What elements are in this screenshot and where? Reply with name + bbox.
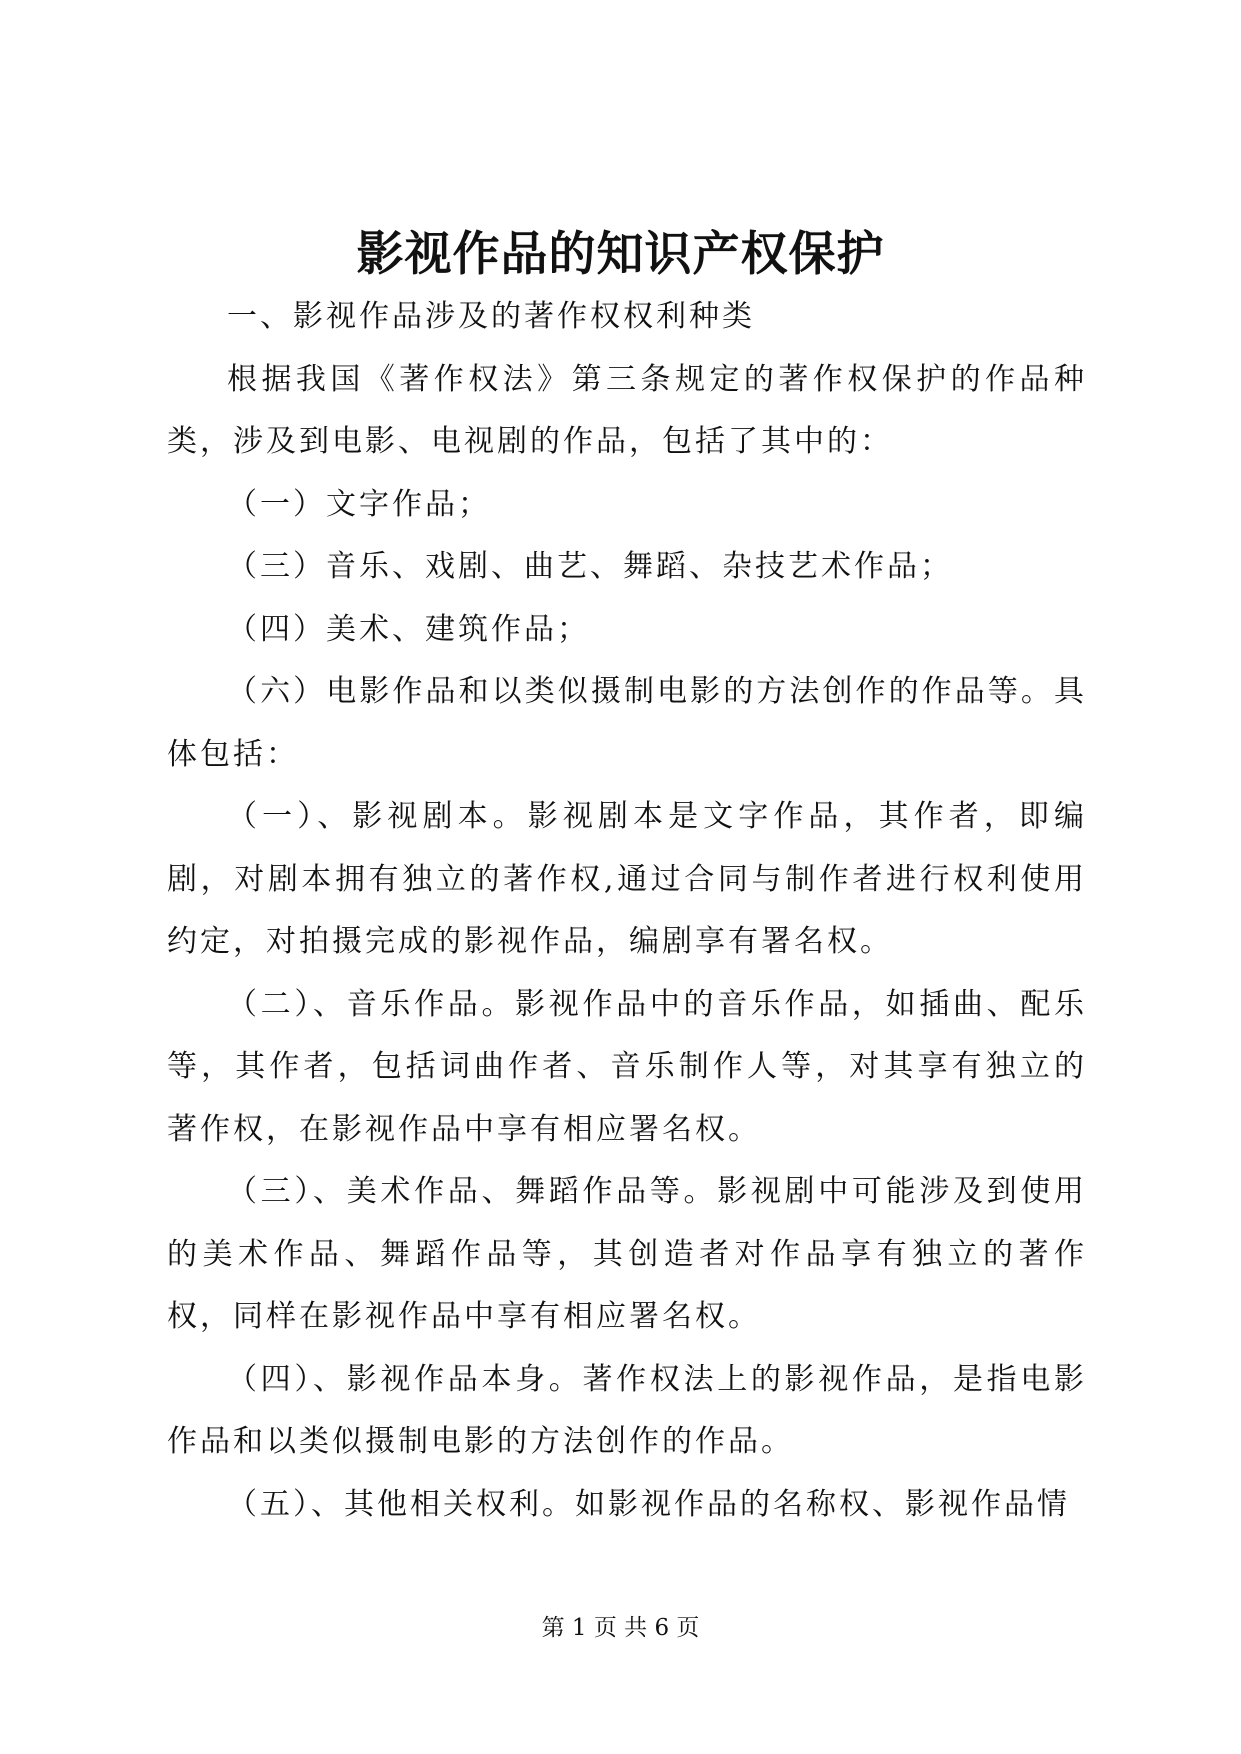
list-item: （四）美术、建筑作品； [227, 611, 590, 647]
paragraph: （二）、音乐作品。影视作品中的音乐作品，如插曲、配乐等，其作者，包括词曲作者、音乐制作人等，对其享有独立的著作权，在影视作品中享有相应署名权。 [167, 986, 1087, 1147]
page-footer: 第 1 页 共 6 页 [541, 1615, 700, 1641]
list-item: （一）文字作品； [227, 486, 491, 522]
paragraph: （五）、其他相关权利。如影视作品的名称权、影视作品情 [227, 1486, 1070, 1522]
document-body [167, 286, 1087, 1536]
paragraph: 根据我国《著作权法》第三条规定的著作权保护的作品种类，涉及到电影、电视剧的作品，包括了其中的： [167, 361, 1087, 459]
paragraph: （一）、影视剧本。影视剧本是文字作品，其作者，即编剧，对剧本拥有独立的著作权,通过合同与制作者进行权利使用约定，对拍摄完成的影视作品，编剧享有署名权。 [167, 799, 1087, 959]
paragraph: （三）、美术作品、舞蹈作品等。影视剧中可能涉及到使用的美术作品、舞蹈作品等，其创造者对作品享有独立的著作权，同样在影视作品中享有相应署名权。 [167, 1174, 1087, 1334]
section-heading: 一、影视作品涉及的著作权权利种类 [227, 299, 755, 334]
list-item: （三）音乐、戏剧、曲艺、舞蹈、杂技艺术作品； [227, 549, 953, 584]
document-title: 影视作品的知识产权保护 [356, 227, 885, 282]
paragraph: （四）、影视作品本身。著作权法上的影视作品，是指电影作品和以类似摄制电影的方法创作的作品。 [167, 1361, 1087, 1459]
list-item: （六）电影作品和以类似摄制电影的方法创作的作品等。具体包括： [167, 674, 1087, 772]
